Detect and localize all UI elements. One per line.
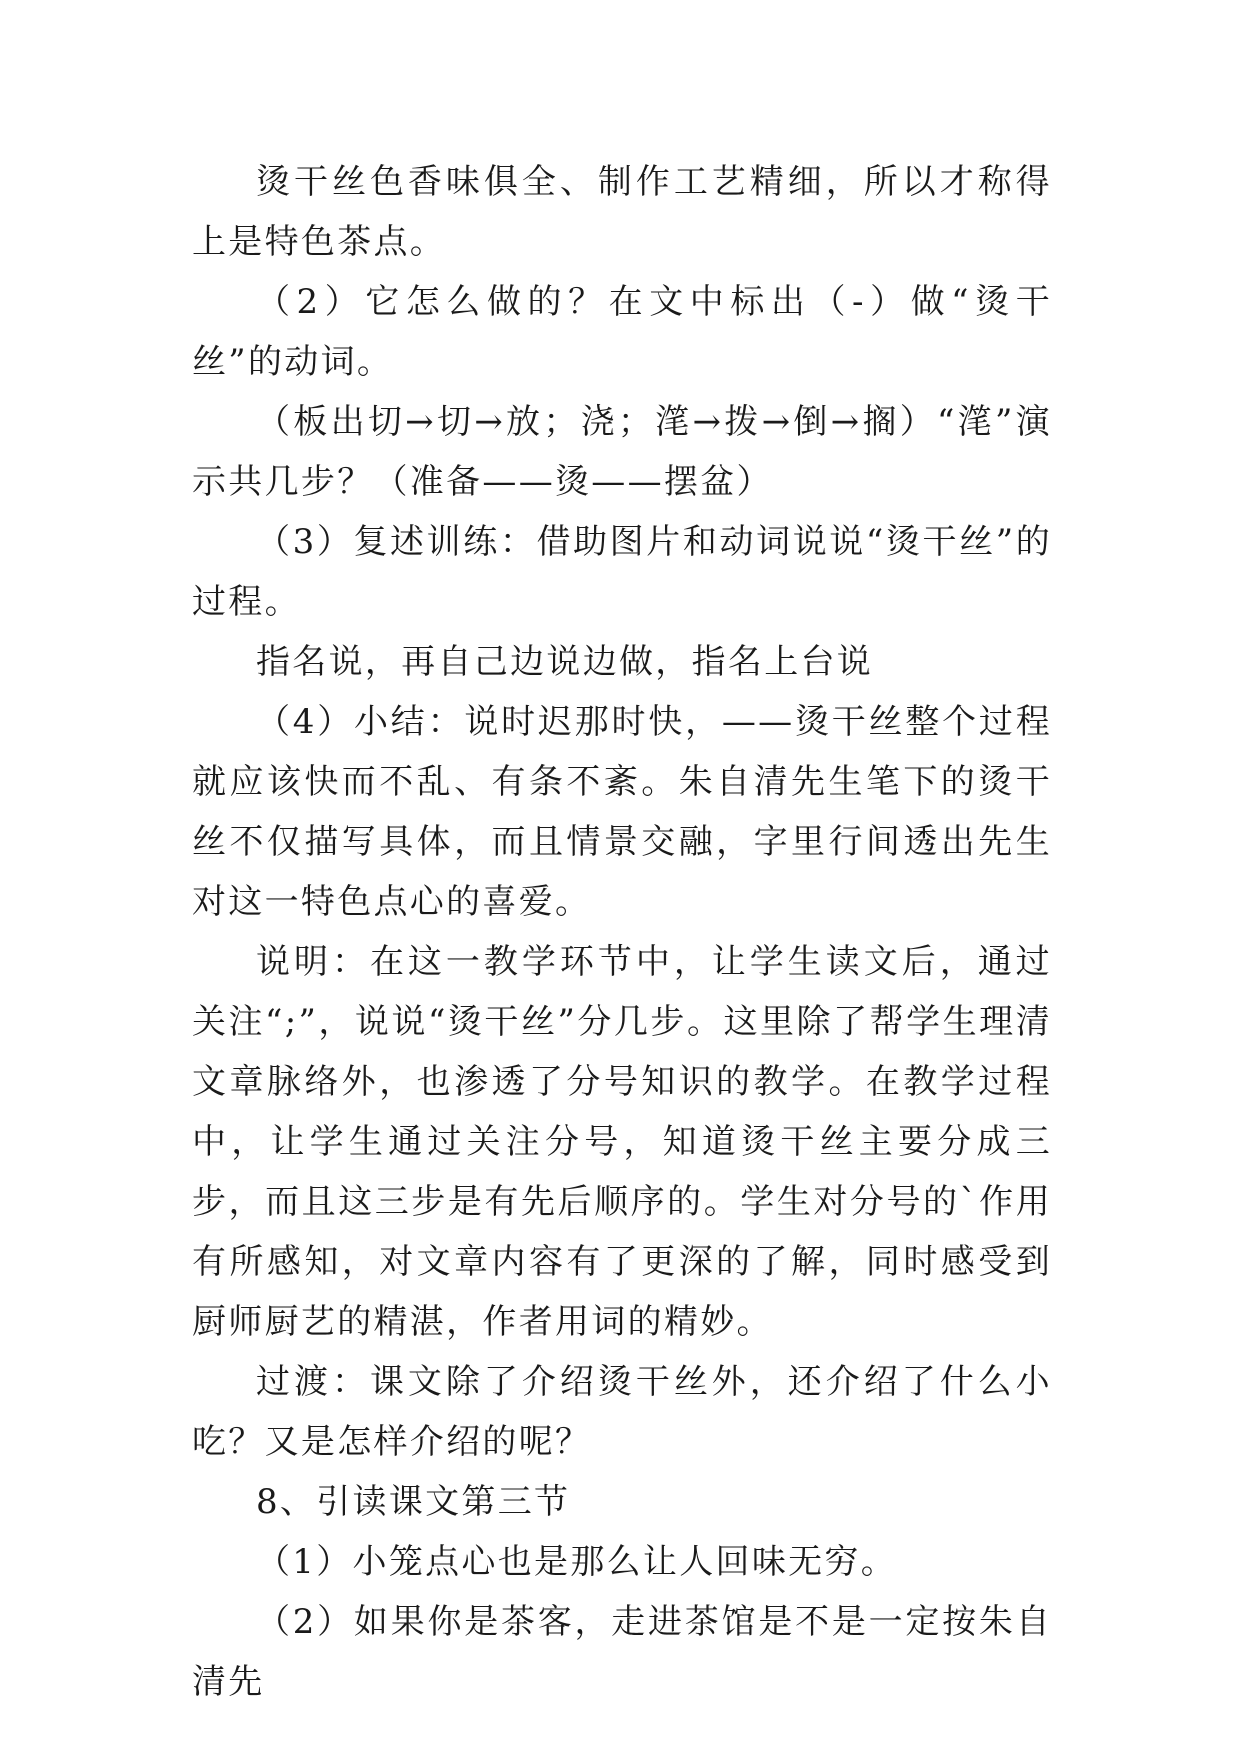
paragraph-explanation: 说明：在这一教学环节中，让学生读文后，通过关注“;”，说说“烫干丝”分几步。这里除了帮学生理清文章脉络外，也渗透了分号知识的教学。在教学过程中，让学生通过关注分号，知道烫干丝主要分成三步，而且这三步是有先后顺序的。学生对分号的`作用有所感知，对文章内容有了更深的了解，同时感受到厨师厨艺的精湛，作者用词的精妙。 — [192, 942, 1052, 1342]
paragraph-tangansi-summary: 烫干丝色香味俱全、制作工艺精细，所以才称得上是特色茶点。 — [192, 162, 1052, 262]
paragraph-transition: 过渡：课文除了介绍烫干丝外，还介绍了什么小吃？又是怎样介绍的呢？ — [192, 1362, 1052, 1462]
paragraph-section-8-heading: 8、引读课文第三节 — [256, 1482, 571, 1522]
document-body — [192, 152, 1052, 1712]
paragraph-student-activity: 指名说，再自己边说边做，指名上台说 — [256, 642, 874, 682]
paragraph-question-2: （2）它怎么做的？在文中标出（-）做“烫干丝”的动词。 — [192, 282, 1052, 382]
paragraph-summary-4: （4）小结：说时迟那时快，——烫干丝整个过程就应该快而不乱、有条不紊。朱自清先生笔下的烫干丝不仅描写具体，而且情景交融，字里行间透出先生对这一特色点心的喜爱。 — [192, 702, 1052, 922]
paragraph-board-steps: （板出切→切→放；浇；滗→拨→倒→搁）“滗”演示共几步？（准备——烫——摆盆） — [192, 402, 1052, 502]
paragraph-item-1: （1）小笼点心也是那么让人回味无穷。 — [256, 1542, 898, 1582]
paragraph-question-3: （3）复述训练：借助图片和动词说说“烫干丝”的过程。 — [192, 522, 1052, 622]
paragraph-item-2: （2）如果你是茶客，走进茶馆是不是一定按朱自清先 — [192, 1602, 1052, 1702]
